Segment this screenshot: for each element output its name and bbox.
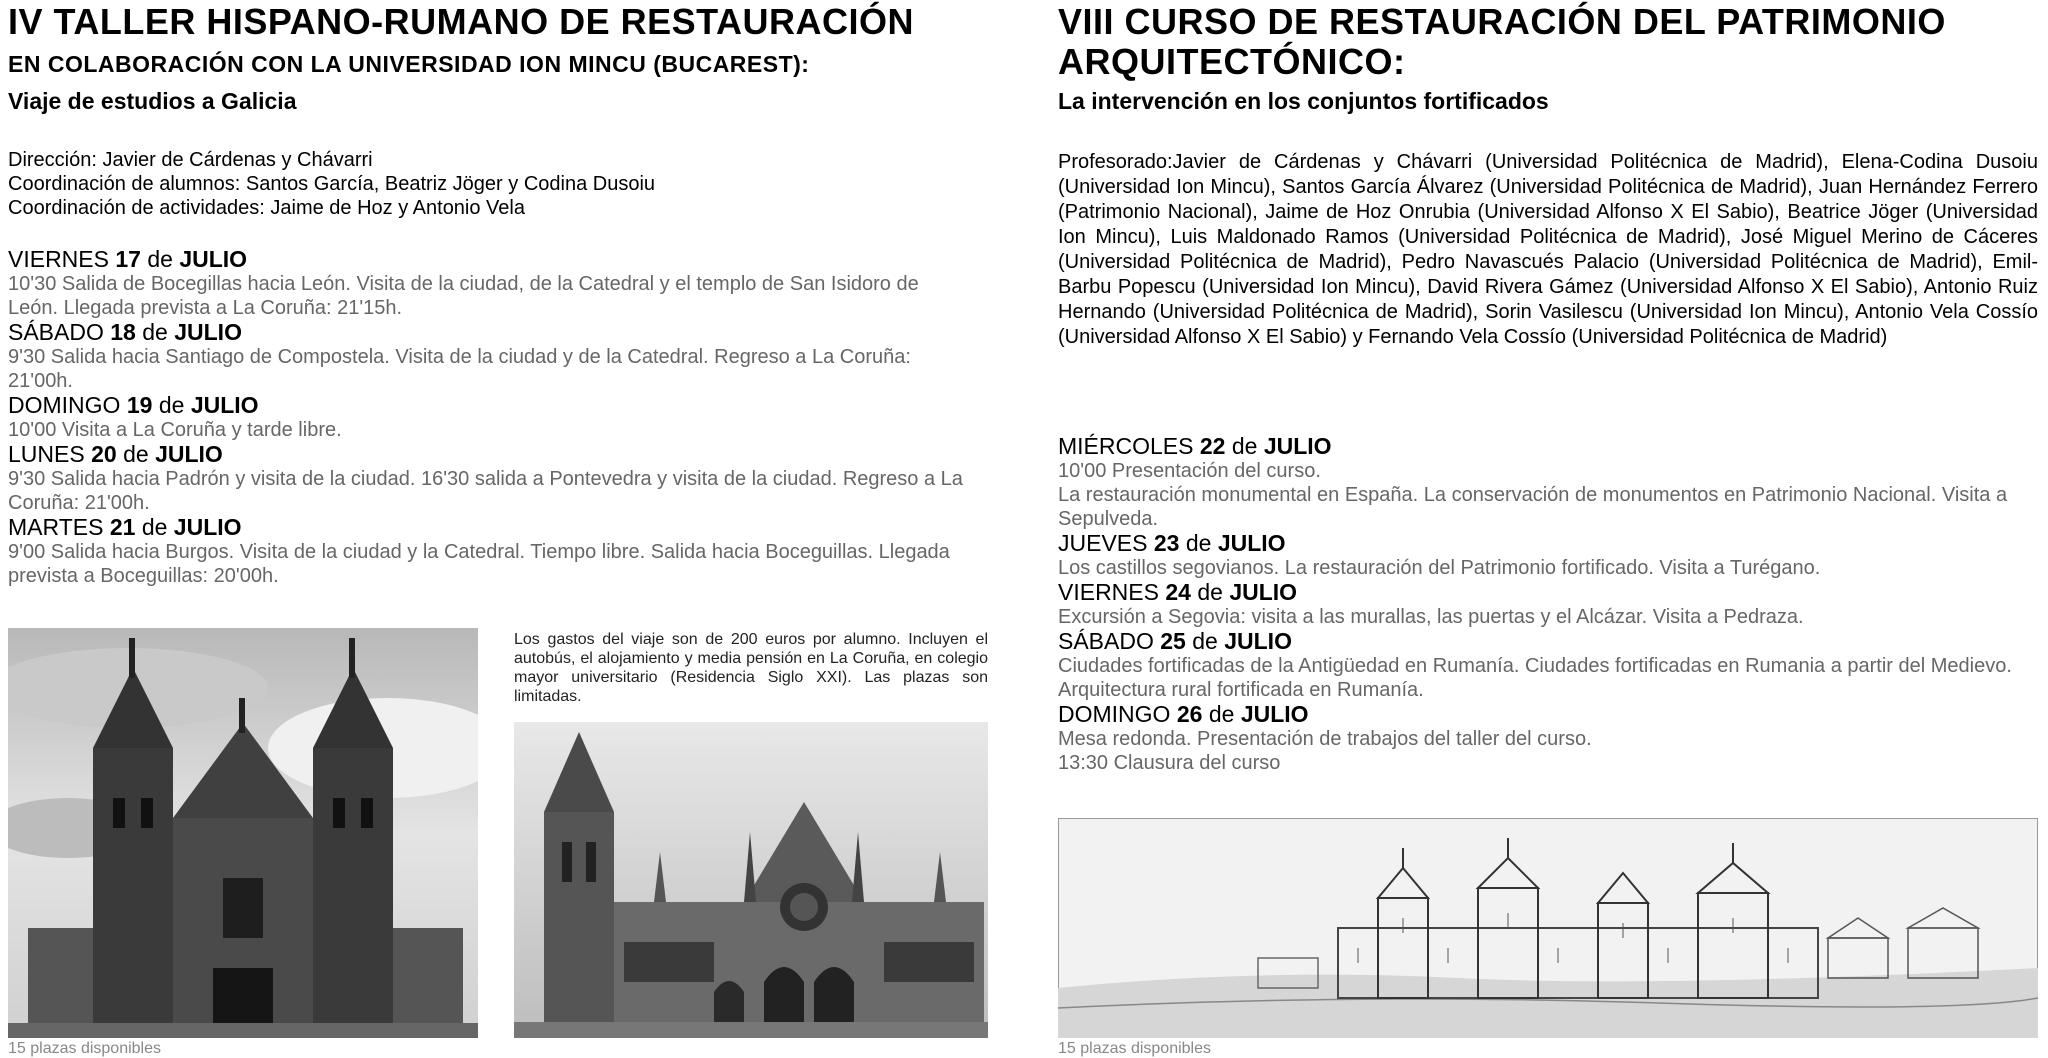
day-activity: 10'00 Visita a La Coruña y tarde libre.	[8, 419, 342, 441]
coord-alumnos: Coordinación de alumnos: Santos García, Beatriz Jöger y Codina Dusoiu	[8, 173, 656, 195]
schedule-day	[1058, 629, 2038, 702]
day-month: JULIO	[173, 514, 242, 540]
left-credits	[8, 148, 988, 220]
day-weekday: JUEVES	[1058, 530, 1148, 556]
day-month: JULIO	[1229, 579, 1298, 605]
day-weekday: MIÉRCOLES	[1058, 433, 1194, 459]
day-activity: Los castillos segovianos. La restauración del Patrimonio fortificado. Visita a Turégano.	[1058, 557, 1821, 579]
day-number: 24	[1165, 579, 1191, 605]
left-plazas: 15 plazas disponibles	[8, 1040, 161, 1057]
right-plazas: 15 plazas disponibles	[1058, 1040, 1211, 1057]
day-weekday: VIERNES	[8, 246, 109, 272]
day-activity: 9'30 Salida hacia Padrón y visita de la ciudad. 16'30 salida a Pontevedra y visita de la ciudad. Regreso a La Coruña: 21'00h.	[8, 468, 963, 514]
day-number: 18	[110, 319, 136, 345]
schedule-day	[8, 320, 968, 393]
day-weekday: MARTES	[8, 514, 104, 540]
schedule-day	[8, 515, 968, 588]
schedule-day	[1058, 580, 2038, 629]
fortified-town-drawing	[1058, 818, 2038, 1038]
right-title-line1: VIII CURSO DE RESTAURACIÓN DEL PATRIMONIO	[1058, 1, 1946, 42]
left-subtitle: EN COLABORACIÓN CON LA UNIVERSIDAD ION MINCU (BUCAREST):	[8, 51, 810, 77]
day-month: JULIO	[174, 319, 242, 345]
day-weekday: LUNES	[8, 441, 85, 467]
day-number: 21	[109, 514, 136, 540]
trip-cost-note: Los gastos del viaje son de 200 euros por alumno. Incluyen el autobús, el alojamiento y media pensión en La Coruña, en colegio mayor universitario (Residencia Siglo XXI). Las plazas son limitadas.	[514, 631, 988, 705]
day-weekday: DOMINGO	[1058, 701, 1171, 727]
day-number: 23	[1153, 530, 1180, 556]
day-month: JULIO	[179, 246, 248, 272]
direccion: Dirección: Javier de Cárdenas y Chávarri	[8, 149, 373, 171]
day-weekday: VIERNES	[1058, 579, 1159, 605]
day-activity: Ciudades fortificadas de la Antigüedad en Rumanía. Ciudades fortificadas en Rumania a partir del Medievo. Arquitectura rural fortificada en Rumanía.	[1058, 655, 2012, 701]
day-de: de	[123, 441, 149, 467]
day-weekday: DOMINGO	[8, 392, 121, 418]
day-number: 20	[91, 441, 117, 467]
schedule-day	[1058, 531, 2038, 580]
day-activity: Mesa redonda. Presentación de trabajos del taller del curso. 13:30 Clausura del curso	[1058, 728, 1592, 774]
left-schedule	[8, 247, 968, 588]
coord-actividades: Coordinación de actividades: Jaime de Hoz y Antonio Vela	[8, 197, 525, 219]
day-month: JULIO	[1263, 433, 1332, 459]
left-title: IV TALLER HISPANO-RUMANO DE RESTAURACIÓN	[8, 1, 914, 42]
right-subtitle: La intervención en los conjuntos fortificados	[1058, 88, 1549, 114]
right-schedule	[1058, 434, 2038, 775]
schedule-day	[1058, 702, 2038, 775]
day-month: JULIO	[1224, 628, 1292, 654]
day-activity: 10'00 Presentación del curso. La restauración monumental en España. La conservación de monumentos en Patrimonio Nacional. Visita a Sepulveda.	[1058, 460, 2008, 530]
day-number: 22	[1199, 433, 1226, 459]
left-column	[8, 0, 988, 1056]
schedule-day	[8, 442, 968, 515]
schedule-day	[8, 247, 968, 320]
left-subtitle2: Viaje de estudios a Galicia	[8, 88, 297, 114]
right-title-line2: ARQUITECTÓNICO:	[1058, 41, 1406, 82]
day-de: de	[142, 319, 168, 345]
day-month: JULIO	[155, 441, 223, 467]
day-activity: 10'30 Salida de Bocegillas hacia León. Visita de la ciudad, de la Catedral y el templo de San Isidoro de León. Llegada prevista a La Coruña: 21'15h.	[8, 273, 919, 319]
day-weekday: SÁBADO	[1058, 628, 1154, 654]
day-month: JULIO	[1217, 530, 1286, 556]
leon-cathedral-photo	[514, 722, 988, 1038]
day-weekday: SÁBADO	[8, 319, 104, 345]
day-month: JULIO	[1240, 701, 1309, 727]
day-month: JULIO	[190, 392, 259, 418]
profesorado-text: Profesorado:Javier de Cárdenas y Chávarri (Universidad Politécnica de Madrid), Elena-Codina Dusoiu (Universidad Ion Mincu), Santos García Álvarez (Universidad Politécnica de Madrid), Juan Hernández Ferrero (Patrimonio Nacional), Jaime de Hoz Onrubia (Universidad Alfonso X El Sabio), Beatrice Jöger (Universidad Ion Mincu), Luis Maldonado Ramos (Universidad Politécnica de Madrid), José Miguel Merino de Cáceres (Universidad Politécnica de Madrid), Pedro Navascués Palacio (Universidad Politécnica de Madrid), Emil-Barbu Popescu (Universidad Ion Mincu), David Rivera Gámez (Universidad Alfonso X El Sabio), Antonio Ruiz Hernando (Universidad Politécnica de Madrid), Sorin Vasilescu (Universidad Ion Mincu), Antonio Vela Cossío (Universidad Alfonso X El Sabio) y Fernando Vela Cossío (Universidad Politécnica de Madrid)	[1058, 151, 2038, 348]
day-de: de	[1192, 628, 1218, 654]
santiago-cathedral-photo	[8, 628, 478, 1038]
right-column	[1058, 0, 2038, 1056]
day-number: 19	[126, 392, 153, 418]
day-activity: 9'30 Salida hacia Santiago de Compostela. Visita de la ciudad y de la Catedral. Regreso a La Coruña: 21'00h.	[8, 346, 911, 392]
day-de: de	[1208, 701, 1235, 727]
day-activity: Excursión a Segovia: visita a las murallas, las puertas y el Alcázar. Visita a Pedraza.	[1058, 606, 1804, 628]
day-de: de	[158, 392, 185, 418]
schedule-day	[1058, 434, 2038, 531]
day-number: 26	[1176, 701, 1203, 727]
day-de: de	[141, 514, 168, 540]
day-activity: 9'00 Salida hacia Burgos. Visita de la ciudad y la Catedral. Tiempo libre. Salida hacia Boceguillas. Llegada prevista a Boceguillas: 20'00h.	[8, 541, 950, 587]
day-de: de	[1185, 530, 1212, 556]
day-de: de	[147, 246, 173, 272]
day-number: 17	[115, 246, 141, 272]
schedule-day	[8, 393, 968, 442]
day-de: de	[1197, 579, 1223, 605]
day-number: 25	[1160, 628, 1186, 654]
day-de: de	[1231, 433, 1258, 459]
